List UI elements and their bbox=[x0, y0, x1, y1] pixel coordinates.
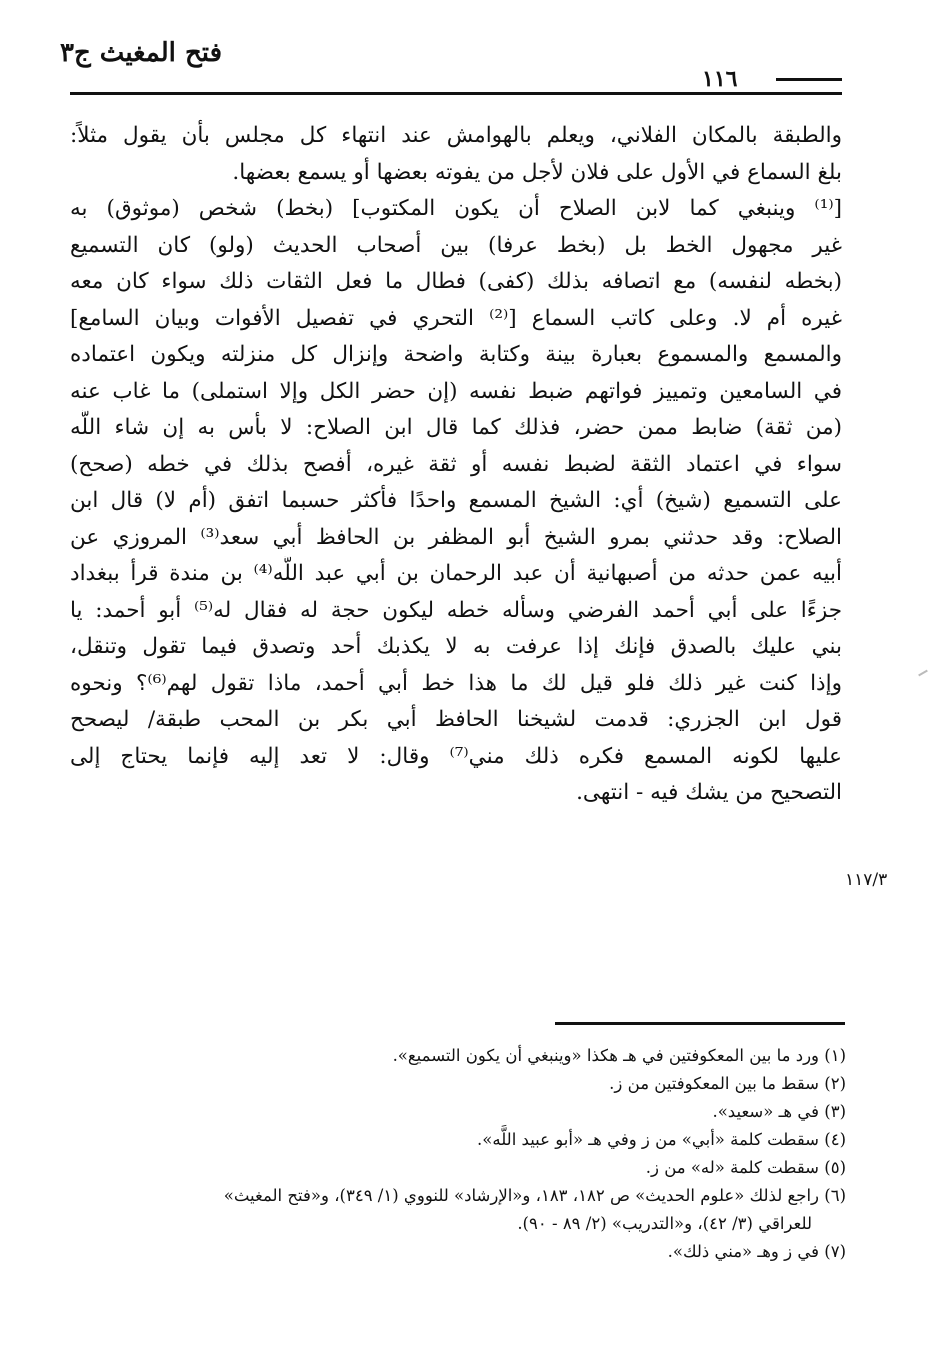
text-line: والمسمع والمسموع بعبارة بينة وكتابة واضحة وإنزال كل منزلته ويكون اعتماده bbox=[70, 342, 842, 367]
text-line: وإذا كنت غير ذلك فلو قيل لك ما هذا خط أبي أحمد، ماذا تقول لهم⁽⁶⁾؟ ونحوه bbox=[70, 670, 842, 696]
text-line: [⁽¹⁾ وينبغي كما لابن الصلاح أن يكون المكتوب] (بخط) شخص (موثوق) به bbox=[70, 196, 842, 221]
running-title: فتح المغيث ج٣ bbox=[60, 38, 223, 68]
text-line: غيره أم لا. وعلى كاتب السماع [⁽²⁾ التحري في تفصيل الأفوات وبيان السامع] bbox=[70, 305, 842, 331]
footnote: (٧) في ز وهـ «مني ذلك». bbox=[667, 1242, 846, 1261]
footnotes bbox=[70, 1042, 846, 1266]
text-line: قول ابن الجزري: قدمت لشيخنا الحافظ أبي بكر بن المحب طبقة/ ليصحح bbox=[70, 707, 842, 732]
page-number-dash bbox=[776, 78, 842, 81]
text-line: الصلاح: وقد حدثني بمرو الشيخ أبو المظفر بن الحافظ أبي سعد⁽³⁾ المروزي عن bbox=[70, 524, 842, 550]
text-line: (بخطه لنفسه) مع اتصافه بذلك (كفى) فطال ما فعل الثقات ذلك سواء كان معه bbox=[70, 269, 842, 294]
header-rule bbox=[70, 92, 842, 95]
footnote: (٣) في هـ «سعيد». bbox=[712, 1102, 846, 1121]
footnote: (١) ورد ما بين المعكوفتين في هـ هكذا «وينبغي أن يكون التسميع». bbox=[392, 1046, 846, 1065]
footnote: (٦) راجع لذلك «علوم الحديث» ص ١٨٢، ١٨٣، و«الإرشاد» للنووي (١/ ٣٤٩)، و«فتح المغيث» bbox=[223, 1186, 846, 1205]
text-line: بلغ السماع في الأول على فلان لأجل من يفوته بعضها أو يسمع بعضها. bbox=[232, 159, 842, 185]
text-line: عليها لكونه المسمع فكره ذلك مني⁽⁷⁾ وقال: لا تعد إليه فإنما يحتاج إلى bbox=[70, 743, 842, 769]
footnote-continuation: للعراقي (٣/ ٤٢)، و«التدريب» (٢/ ٨٩ - ٩٠). bbox=[517, 1214, 812, 1233]
margin-reference: ١١٧/٣ bbox=[845, 870, 888, 890]
text-line: غير مجهول الخط بل (بخط عرفا) بين أصحاب الحديث (ولو) كان التسميع bbox=[70, 232, 842, 258]
text-line: سواء في اعتماد الثقة لضبط نفسه أو ثقة غيره، أفصح بذلك في خطه (صحح) bbox=[70, 451, 842, 477]
text-line: بني عليك بالصدق فإنك إذا عرفت به لا يكذبك أحد وتصدق فيما تقول وتنقل، bbox=[70, 634, 842, 659]
scan-mark bbox=[918, 670, 928, 677]
footnote: (٥) سقطت كلمة «له» من ز. bbox=[645, 1158, 846, 1177]
text-line: التصحيح من يشك فيه - انتهى. bbox=[576, 780, 842, 805]
text-line: على التسميع (شيخ) أي: الشيخ المسمع واحدًا فأكثر حسبما اتفق (أم لا) قال ابن bbox=[70, 488, 842, 513]
footnote: (٢) سقط ما بين المعكوفتين من ز. bbox=[609, 1074, 846, 1093]
text-line: (من ثقة) ضابط ممن حضر، فذلك كما قال ابن الصلاح: لا بأس به إن شاء اللَّه bbox=[70, 415, 842, 440]
footnote: (٤) سقطت كلمة «أبي» من ز وفي هـ «أبو عبيد اللَّه». bbox=[477, 1130, 846, 1149]
text-line: أبيه عمن حدثه من أصبهانية أن عبد الرحمان بن أبي عبد اللَّه⁽⁴⁾ بن مندة قرأ ببغداد bbox=[70, 561, 842, 586]
text-line: والطبقة بالمكان الفلاني، ويعلم بالهوامش عند انتهاء كل مجلس بأن يقول مثلاً: bbox=[70, 123, 842, 148]
page-number: ١١٦ bbox=[702, 66, 738, 92]
footnote-rule bbox=[555, 1022, 845, 1025]
main-text bbox=[70, 118, 842, 812]
text-line: في السامعين وتمييز فواتهم ضبط نفسه (إن حضر الكل وإلا استملى) ما غاب عنه bbox=[70, 378, 842, 404]
text-line: جزءًا على أبي أحمد الفرضي وسأله خطه ليكون حجة له فقال له⁽⁵⁾ أبو أحمد: يا bbox=[70, 597, 842, 623]
